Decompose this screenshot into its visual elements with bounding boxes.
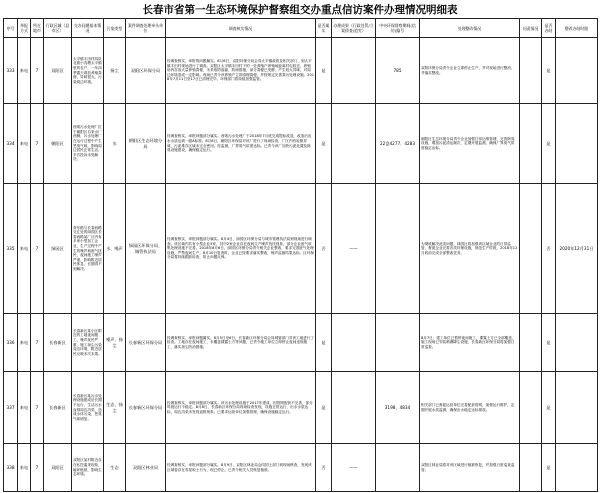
blame — [520, 314, 542, 372]
issue-text: 长春新区某污水处理设施建成后长期不运行，生活污水直排周边沟渠，造成水体污染，恶臭气味明显。 — [72, 372, 104, 444]
header-cell: 行政区域（县市区） — [44, 19, 72, 38]
row-number: 333 — [4, 38, 18, 104]
header-cell: 举报方式 — [18, 19, 31, 38]
report-method: 来电 — [18, 372, 31, 444]
document-title: 长春市省第一生态环境保护督察组交办重点信访案件办理情况明细表 — [142, 4, 458, 16]
case-code: 785 — [376, 38, 420, 104]
city-code: 7 — [31, 314, 44, 372]
blame — [520, 104, 542, 184]
pollution-type: 扬尘 — [104, 38, 126, 104]
header-cell: 交办问题基本情况 — [72, 19, 104, 38]
is-done: 是 — [542, 314, 556, 372]
case-code: 3198、4834 — [376, 372, 420, 444]
time-limit: 2020年12月31日 — [556, 184, 598, 314]
table-row — [4, 184, 598, 314]
fix-text: 双阳区林业局将对该区域进行植被恢复，并加强日常巡查监管。 — [420, 444, 520, 492]
header-cell: 整改办结时限 — [556, 19, 598, 38]
report-method: 来电 — [18, 184, 31, 314]
result — [332, 314, 376, 372]
row-number: 336 — [4, 314, 18, 372]
header-cell: 问责情况 — [520, 19, 542, 38]
fix-text: 朝阳区生态环境分局责令企业加强日常运维管理，完善除臭设施，增加污泥清运频次，定期开展监测，确保厂界臭气浓度稳定达标。 — [420, 104, 520, 184]
header-cell: 办理成果（行政处罚/立案侦查/追究） — [332, 19, 376, 38]
survey-text: 经调查核实，举报问题属实。8月5日至6日，长春新区环保分局会同城管部门对该工地进行了检查。工地存在夜间施工、未覆盖裸露土方等问题，已责令施工单位立即停止夜间违规施工，落实扬尘防治措施。 — [166, 314, 316, 372]
city-code: 7 — [31, 444, 44, 492]
table-row — [4, 314, 598, 372]
survey-text: 经调查核实，举报问题部分属实。该污水处理设施于2017年建成，因管网配套不完善，部分时段运行不稳定。8月8日，长春新区环保分局现场检查发现，设施正常运行，出水水质达标，周边沟渠未发现直排现象。已要求运营单位加强管理，确保设施稳定运行。 — [166, 372, 316, 444]
is-true: 是 — [316, 314, 332, 372]
case-table — [3, 18, 598, 492]
is-done: 是 — [542, 444, 556, 492]
district: 长春新区 — [44, 372, 72, 444]
lead-department: 长春新区环保分局 — [126, 372, 166, 444]
city-code: 7 — [31, 184, 44, 314]
header-cell: 序号 — [4, 19, 18, 38]
result: —— — [332, 184, 376, 314]
result — [332, 104, 376, 184]
lead-department: 双阳区环保分局 — [126, 38, 166, 104]
district: 朝阳区 — [44, 104, 72, 184]
district: 绿园区 — [44, 184, 72, 314]
survey-text: 经调查核实，举报问题部分属实。西郊污水处理厂于2018年7月底完成提标改造，改造后出水水质达到一级A标准。8月8日，朝阳区环保局对该厂进行了现场检查，厂区内有轻微异味，污泥堆存区域未完全密闭。经监测，厂界臭气浓度达标。已责令该厂加快污泥处置及除臭设施建设，确保稳定运行。 — [166, 104, 316, 184]
time-limit — [556, 104, 598, 184]
blame — [520, 38, 542, 104]
is-true: 是 — [316, 38, 332, 104]
fix-text: 为彻底解决此类问题，绿园区将加强该区域企业的日常监管，督促企业完善各类环保设施，规范生产时段，2018年12月底前完成全部整改任务。 — [420, 184, 520, 314]
pollution-type: 生态、扬尘 — [104, 372, 126, 444]
header-row — [4, 19, 598, 38]
is-true: 是 — [316, 372, 332, 444]
blame — [520, 444, 542, 492]
pollution-type: 生态 — [104, 444, 126, 492]
header-cell: 案件调查处理牵头单位 — [126, 19, 166, 38]
pollution-type: 水 — [104, 104, 126, 184]
pollution-type: 噪声、扬尘 — [104, 314, 126, 372]
district: 长春新区 — [44, 314, 72, 372]
issue-text: 双阳区某村附近存在私挖滥采现象，破坏植被，影响生态环境。 — [72, 444, 104, 492]
fix-text: 相关部门已督促运营单位完善配套管网，加强运行维护，定期开展水质监测，确保出水稳定达标排放。 — [420, 372, 520, 444]
case-code: 22盘4277、4283 — [376, 104, 420, 184]
header-cell: 所在地市 — [31, 19, 44, 38]
lead-department: 朝阳区生态环境分局 — [126, 104, 166, 184]
is-true: 否 — [316, 184, 332, 314]
table-row — [4, 372, 598, 444]
case-code — [376, 314, 420, 372]
city-code: 7 — [31, 104, 44, 184]
time-limit — [556, 444, 598, 492]
header-cell: 污染类型 — [104, 19, 126, 38]
blame — [520, 184, 542, 314]
row-number: 334 — [4, 104, 18, 184]
table-row — [4, 104, 598, 184]
result — [332, 372, 376, 444]
header-cell: 是否属实 — [316, 19, 332, 38]
district: 双阳区 — [44, 444, 72, 492]
case-code — [376, 184, 420, 314]
result — [332, 38, 376, 104]
lead-department: 双阳区林业局 — [126, 444, 166, 492]
is-done: 否 — [542, 184, 556, 314]
row-number: 337 — [4, 372, 18, 444]
header-cell: 调查核实情况 — [166, 19, 316, 38]
lead-department: 绿园区环保分局、城管执法局 — [126, 184, 166, 314]
fix-text: 双阳环保分局责令企业立即停止生产，并对现场进行整治，并落实整改。 — [420, 38, 520, 104]
report-method: 来电 — [18, 38, 31, 104]
time-limit — [556, 314, 598, 372]
report-method: 来电 — [18, 444, 31, 492]
table-row — [4, 38, 598, 104]
issue-text: 长春新区某小区附近的工地夜间施工，噪声扰民严重，施工扬尘污染周边环境，附近居民反映多次未果。 — [72, 314, 104, 372]
pollution-type: 水、噪声 — [104, 184, 126, 314]
district: 双阳区 — [44, 38, 72, 104]
header-cell: 是否办结 — [542, 19, 556, 38]
blame — [520, 372, 542, 444]
is-done: 是 — [542, 372, 556, 444]
issue-text: 西郊污水处理厂位于朝阳区自来水厂西侧，污水处理厂在运行过程中产生恶臭气味，影响周边居民正常生活，多次投诉未见解决。 — [72, 104, 104, 184]
is-true: 是 — [316, 104, 332, 184]
issue-text: 青年路与长春西路交汇处的绿园区长春西路某厂区内有多家小型加工企业，生产过程中产生的噪声和废气扰民，夜间施工噪声严重，影响附近居民休息，长期得不到解决。 — [72, 184, 104, 314]
report-method: 来电 — [18, 314, 31, 372]
table-row — [4, 444, 598, 492]
row-number: 335 — [4, 184, 18, 314]
report-method: 来电 — [18, 104, 31, 184]
result: —— — [332, 444, 376, 492]
header-cell: 中央环保督察期间(信访)编号 — [376, 19, 420, 38]
case-code — [376, 444, 420, 492]
is-done: 是 — [542, 38, 556, 104]
row-number: 338 — [4, 444, 18, 492]
issue-text: 太平镇丰田村四队北面小沟塘太平镇里的农户，一年四季露天堆放养殖粪便，异味很大，污染周边环境。 — [72, 38, 104, 104]
time-limit — [556, 38, 598, 104]
city-code: 7 — [31, 38, 44, 104]
survey-text: 经调查核实，举报的问题属实。8月6日，双阳环保分局会同太平镇政府及相关部门，到太平镇丰田村现场进行了调查。双阳区太平镇丰田村下的一处养殖户养殖场距离村屯较近，养殖场内存放大量养殖粪便，未采取防渗漏、防雨措施，部分粪便已发酵，产生较大异味，对周边环境造成一定影响。现场已责令该养殖户立即清理粪便，并按规定完善粪污处理设施。2018年7月11日至17日已清理完毕。环保部门将持续加强监管。 — [166, 38, 316, 104]
time-limit — [556, 372, 598, 444]
survey-text: 经调查核实，举报问题部分属实。8月9日，双阳区林业局会同国土部门到现场核查，发现该区域曾存在零星取土行为，现已停止。已责令相关人员恢复植被。 — [166, 444, 316, 492]
city-code: 7 — [31, 372, 44, 444]
fix-text: 8月7日，建工单位已暂停夜间施工，裸露土方已全部覆盖，施工现场已安装喷淋降尘设施，长春新区环保分局将加强日常巡查。 — [420, 314, 520, 372]
header-cell: 处理整改情况 — [420, 19, 520, 38]
is-done: 是 — [542, 104, 556, 184]
lead-department: 长春新区环保分局 — [126, 314, 166, 372]
is-true: 否 — [316, 444, 332, 492]
survey-text: 经调查核实，举报问题部分属实。8月4日，绿园区环保分局与城市管理执法局到现场进行调查。该区域内共有小型企业5家，其中2家企业存在夜间生产噪声扰民现象，部分企业废气收集处理设施不完善。2018年8月6日，绿园区环保分局责令相关企业整改，要求完善废气处理设施，严禁夜间生产。8月10日复查时，企业已按要求落实整改，噪声监测结果达标。区环保分局将持续跟踪检查，防止问题反弹。 — [166, 184, 316, 314]
